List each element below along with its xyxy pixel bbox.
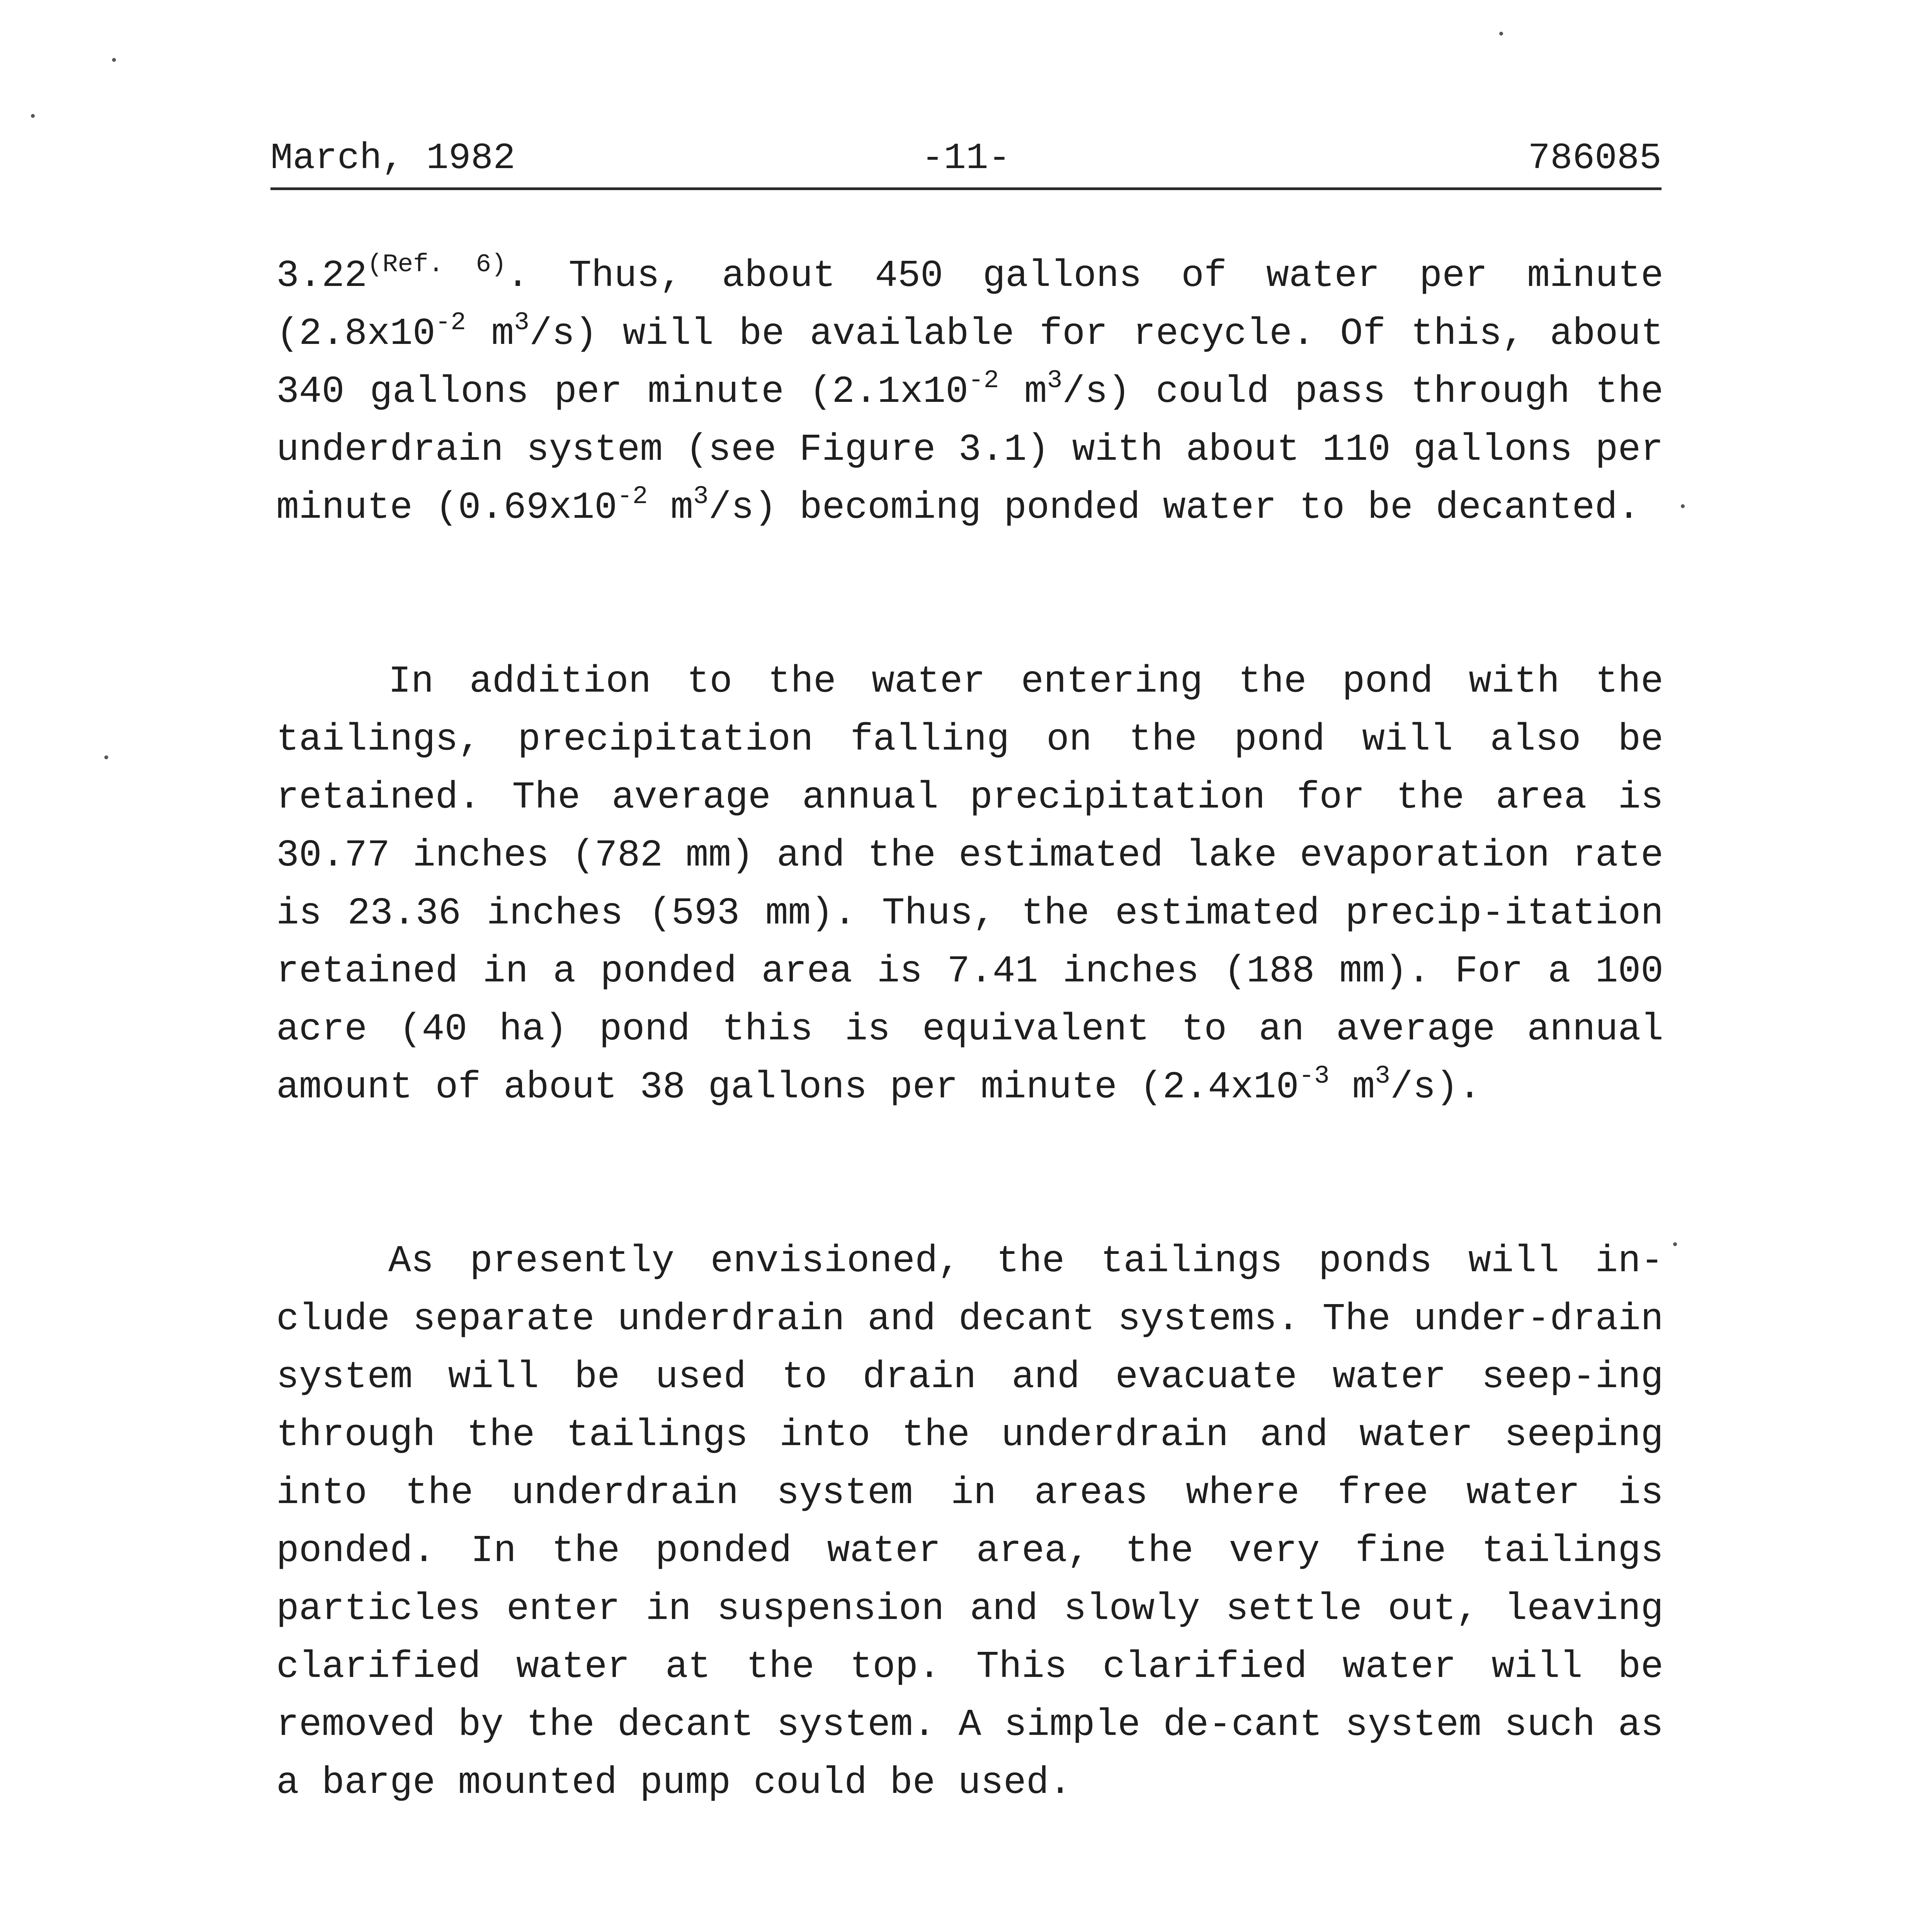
text-segment: In addition to the water entering the pond with the tailings, precipitation falling on the pond will also be retained. The average annual precipitation for the area is 30.77 inches (782 mm) and the estimated lake evaporation rate is 23.36 inches (593 mm). Thus, the estimated precip-itation retained in a ponded area is 7.41 inches (188 mm). For a 100 acre (40 ha) pond this is equivalent to an average annual amount of about 38 gallons per minute (2.4x10 [276, 660, 1663, 1109]
paragraph-4 [276, 1928, 1663, 1932]
superscript: -3 [1299, 1061, 1330, 1091]
scan-speck [104, 755, 108, 759]
text-segment: 3.22 [276, 255, 367, 298]
superscript: -2 [968, 366, 999, 395]
paragraph-2 [276, 653, 1663, 1117]
scan-speck [31, 114, 35, 118]
page-header [270, 137, 1662, 190]
body-text [276, 247, 1663, 1932]
header-page-number: -11- [921, 137, 1011, 179]
text-segment: . Thus, about 450 gallons of water per minute (2.8x10 [276, 255, 1663, 355]
text-segment: m [1329, 1066, 1375, 1109]
scan-speck [1681, 504, 1685, 508]
scan-speck [112, 58, 116, 62]
superscript: -2 [435, 308, 466, 337]
text-segment: As presently envisioned, the tailings ponds will in-clude separate underdrain and decant systems. The under-drain system will be used to drain and evacuate water seep-ing through the tailings into the underdrain and water seeping into the underdrain system in areas where free water is ponded. In the ponded water area, the very fine tailings particles enter in suspension and slowly settle out, leaving clarified water at the top. This clarified water will be removed by the decant system. A simple de-cant system such as a barge mounted pump could be used. [276, 1240, 1663, 1804]
superscript: 3 [693, 482, 709, 511]
superscript: 3 [514, 308, 529, 337]
header-document-number: 786085 [1528, 137, 1662, 179]
text-segment: /s) becoming ponded water to be decanted. [708, 486, 1640, 529]
paragraph-3 [276, 1233, 1663, 1812]
superscript: 3 [1047, 366, 1063, 395]
scan-speck [1499, 32, 1503, 36]
text-segment: /s) will be available for recycle. Of this, about 340 gallons per minute (2.1x10 [276, 313, 1663, 413]
scan-speck [1673, 1242, 1677, 1246]
text-segment: m [648, 486, 693, 529]
superscript: -2 [617, 482, 648, 511]
paragraph-1 [276, 247, 1663, 537]
text-segment: /s). [1390, 1066, 1481, 1109]
superscript: 3 [1375, 1061, 1390, 1091]
text-segment: m [466, 313, 514, 355]
header-date: March, 1982 [270, 137, 515, 179]
superscript: (Ref. 6) [367, 250, 507, 279]
text-segment: m [999, 371, 1047, 413]
text-segment: /s) could pass through the underdrain system (see Figure 3.1) with about 110 gallons per minute (0.69x10 [276, 371, 1663, 529]
